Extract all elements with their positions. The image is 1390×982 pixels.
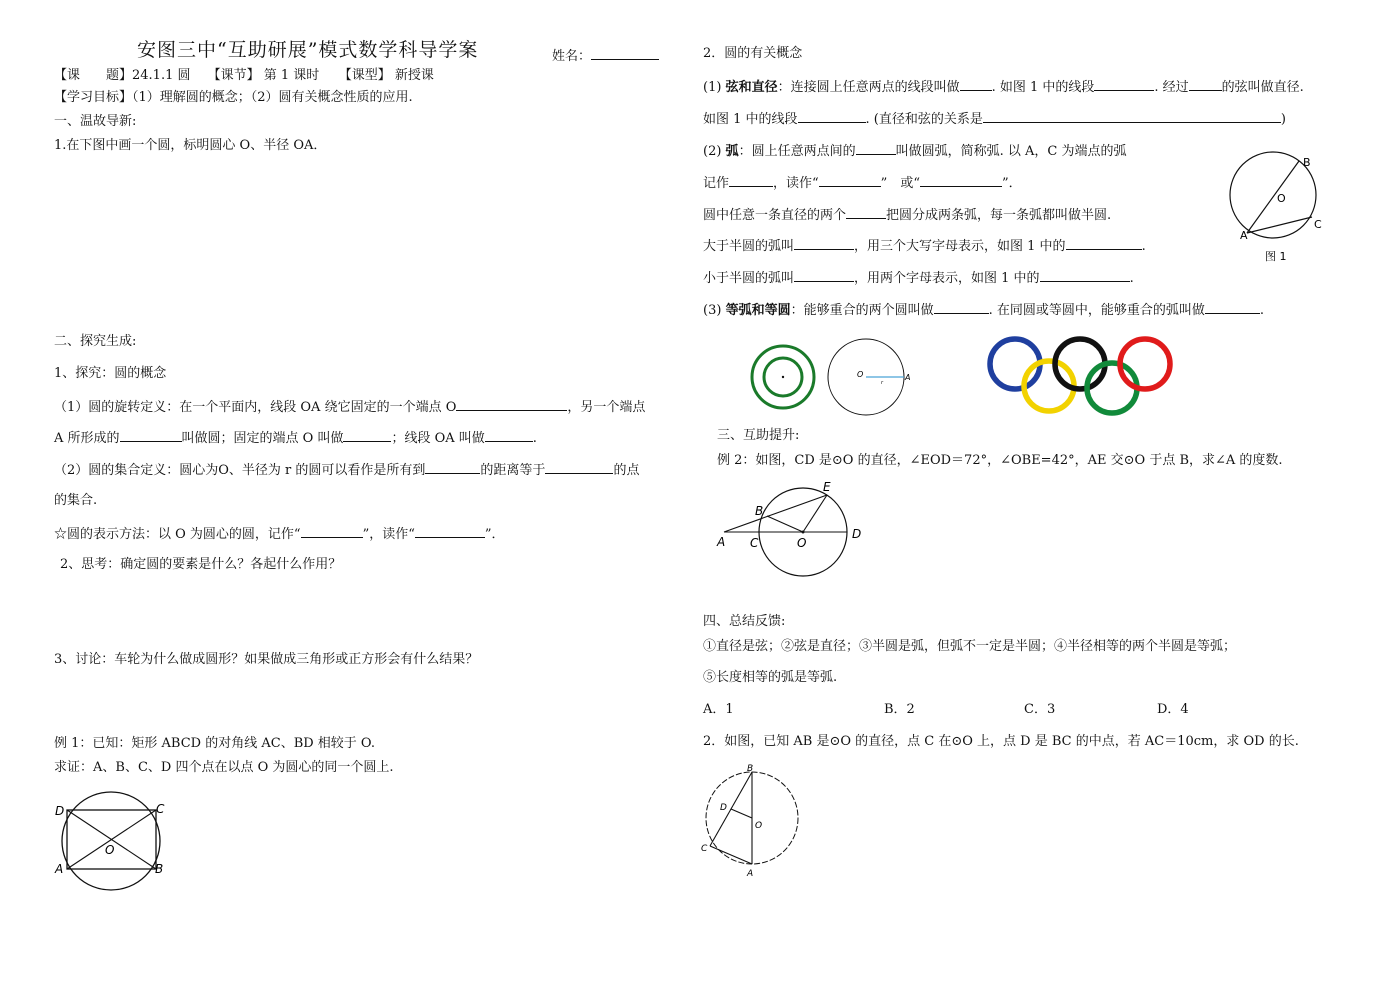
answer-blank[interactable]: [485, 429, 533, 442]
set-definition-line2: 的集合.: [54, 493, 98, 508]
answer-blank[interactable]: [729, 174, 773, 187]
circle-with-radius-figure: [826, 338, 916, 418]
q2-label-B: B: [747, 764, 754, 774]
section-explore-heading: 二、探究生成:: [54, 334, 137, 349]
answer-blank[interactable]: [920, 174, 1002, 187]
major-arc-line: 大于半圆的弧叫 ，用三个大写字母表示，如图 1 中的 .: [703, 239, 1146, 254]
q2-label-D: D: [720, 803, 727, 813]
rotation-definition-line2: A 所形成的 叫做圆；固定的端点 O 叫做 ；线段 OA 叫做 .: [54, 431, 537, 446]
feedback-statements: ①直径是弦；②弦是直径；③半圆是弧，但弧不一定是半圆；④半径相等的两个半圆是等弧；: [703, 639, 1237, 654]
section-mutual-help-heading: 三、互助提升:: [717, 428, 800, 443]
label-A: A: [55, 862, 64, 876]
explore-heading: 1、探究：圆的概念: [54, 366, 167, 381]
answer-blank[interactable]: [794, 269, 854, 282]
minor-arc-line: 小于半圆的弧叫 ，用两个字母表示，如图 1 中的 .: [703, 271, 1134, 286]
answer-blank[interactable]: [1205, 301, 1260, 314]
feedback-statement-5: ⑤长度相等的弧是等弧.: [703, 670, 838, 685]
name-label: 姓名：: [552, 47, 659, 65]
fig1-label-B: B: [1303, 156, 1311, 169]
page-title: 安图三中“互助研展”模式数学科导学案: [137, 39, 479, 61]
arc-line1: (2) 弧：圆上任意两点间的 叫做圆弧，简称弧. 以 A，C 为端点的弧: [703, 144, 1127, 159]
option-a[interactable]: A．1: [703, 702, 734, 717]
answer-blank[interactable]: [425, 461, 480, 474]
rotation-definition-line1: （1）圆的旋转定义：在一个平面内，线段 OA 绕它固定的一个端点 O ，另一个端点: [54, 400, 646, 415]
ex2-label-B: B: [755, 504, 764, 518]
example1-prove: 求证：A、B、C、D 四个点在以点 O 为圆心的同一个圆上.: [54, 760, 394, 775]
fig1-label-A: A: [1240, 229, 1248, 242]
answer-blank[interactable]: [856, 142, 896, 155]
ex2-label-E: E: [823, 480, 831, 494]
discuss-question: 3、讨论：车轮为什么做成圆形？如果做成三角形或正方形会有什么结果？: [54, 652, 479, 667]
label-B: B: [155, 862, 164, 876]
answer-blank[interactable]: [798, 110, 866, 123]
q2-label-C: C: [701, 844, 708, 854]
set-definition-line1: （2）圆的集合定义：圆心为O、半径为 r 的圆可以看作是所有到 的距离等于 的点: [54, 463, 640, 478]
chord-diameter-line2: 如图 1 中的线段 . (直径和弦的关系是 ): [703, 112, 1286, 127]
figure1-circle: [1225, 152, 1335, 267]
question2-figure: [698, 760, 808, 880]
ex2-label-A: A: [717, 535, 726, 549]
think-question: 2、思考：确定圆的要素是什么？各起什么作用？: [60, 557, 342, 572]
fig2-label-A: A: [905, 373, 911, 382]
answer-blank[interactable]: [794, 237, 854, 250]
label-O: O: [105, 843, 115, 857]
option-b[interactable]: B．2: [884, 702, 915, 717]
answer-blank[interactable]: [545, 461, 613, 474]
equal-arc-line: (3) 等弧和等圆：能够重合的两个圆叫做 . 在同圆或等圆中，能够重合的弧叫做 .: [703, 303, 1264, 318]
example1-given: 例 1：已知：矩形 ABCD 的对角线 AC、BD 相较于 O.: [54, 736, 375, 751]
section-review-heading: 一、温故导新:: [54, 114, 137, 129]
answer-blank[interactable]: [120, 429, 182, 442]
answer-blank[interactable]: [983, 110, 1281, 123]
fig1-label-C: C: [1314, 218, 1322, 231]
example2-statement: 例 2：如图，CD 是⊙O 的直径，∠EOD＝72°，∠OBE=42°，AE 交⊙O 于点 B，求∠A 的度数.: [717, 453, 1283, 468]
q2-label-A: A: [747, 869, 754, 879]
olympic-rings-figure: [985, 334, 1180, 419]
q2-label-O: O: [755, 821, 763, 831]
answer-blank[interactable]: [301, 525, 363, 538]
answer-blank[interactable]: [1040, 269, 1130, 282]
arc-line2: 记作 ，读作“ ” 或“ ”．: [703, 176, 1022, 191]
fig2-label-r: r: [881, 380, 884, 386]
ex2-label-D: D: [852, 527, 862, 541]
name-blank[interactable]: [591, 47, 659, 60]
answer-blank[interactable]: [456, 398, 567, 411]
concepts-heading: 2．圆的有关概念: [703, 46, 803, 61]
answer-blank[interactable]: [415, 525, 485, 538]
option-d[interactable]: D．4: [1157, 702, 1189, 717]
label-D: D: [55, 804, 65, 818]
question2-statement: 2．如图，已知 AB 是⊙O 的直径，点 C 在⊙O 上，点 D 是 BC 的中点，若 AC＝10cm，求 OD 的长.: [703, 734, 1299, 749]
question-draw-circle: 1.在下图中画一个圆，标明圆心 O、半径 OA．: [54, 138, 327, 153]
fig1-caption: 图 1: [1265, 250, 1287, 263]
answer-blank[interactable]: [960, 78, 992, 91]
circle-notation: ☆圆的表示方法：以 O 为圆心的圆，记作“ ”，读作“ ”．: [54, 527, 505, 542]
ex2-label-C: C: [750, 536, 759, 550]
answer-blank[interactable]: [934, 301, 989, 314]
answer-blank[interactable]: [846, 206, 886, 219]
chord-diameter-line1: (1) 弦和直径：连接圆上任意两点的线段叫做 . 如图 1 中的线段 . 经过 的弦叫做直径.: [703, 80, 1304, 95]
example2-figure: [715, 478, 870, 578]
fig1-label-O: O: [1277, 192, 1286, 205]
label-C: C: [156, 802, 165, 816]
lesson-info: 【课 题】24.1.1 圆 【课节】 第 1 课时 【课型】 新授课: [54, 68, 434, 83]
fig2-label-O: O: [857, 370, 864, 379]
learning-goals: 【学习目标】（1）理解圆的概念；（2）圆有关概念性质的应用.: [54, 90, 413, 105]
answer-blank[interactable]: [1094, 78, 1154, 91]
concentric-green-rings: [748, 342, 820, 414]
section-summary-heading: 四、总结反馈:: [703, 614, 786, 629]
answer-blank[interactable]: [1066, 237, 1142, 250]
answer-blank[interactable]: [343, 429, 391, 442]
rectangle-circle-figure: [50, 795, 180, 895]
answer-blank[interactable]: [1189, 78, 1222, 91]
option-c[interactable]: C．3: [1024, 702, 1056, 717]
answer-blank[interactable]: [819, 174, 881, 187]
semicircle-line: 圆中任意一条直径的两个 把圆分成两条弧，每一条弧都叫做半圆.: [703, 208, 1112, 223]
ex2-label-O: O: [797, 536, 807, 550]
